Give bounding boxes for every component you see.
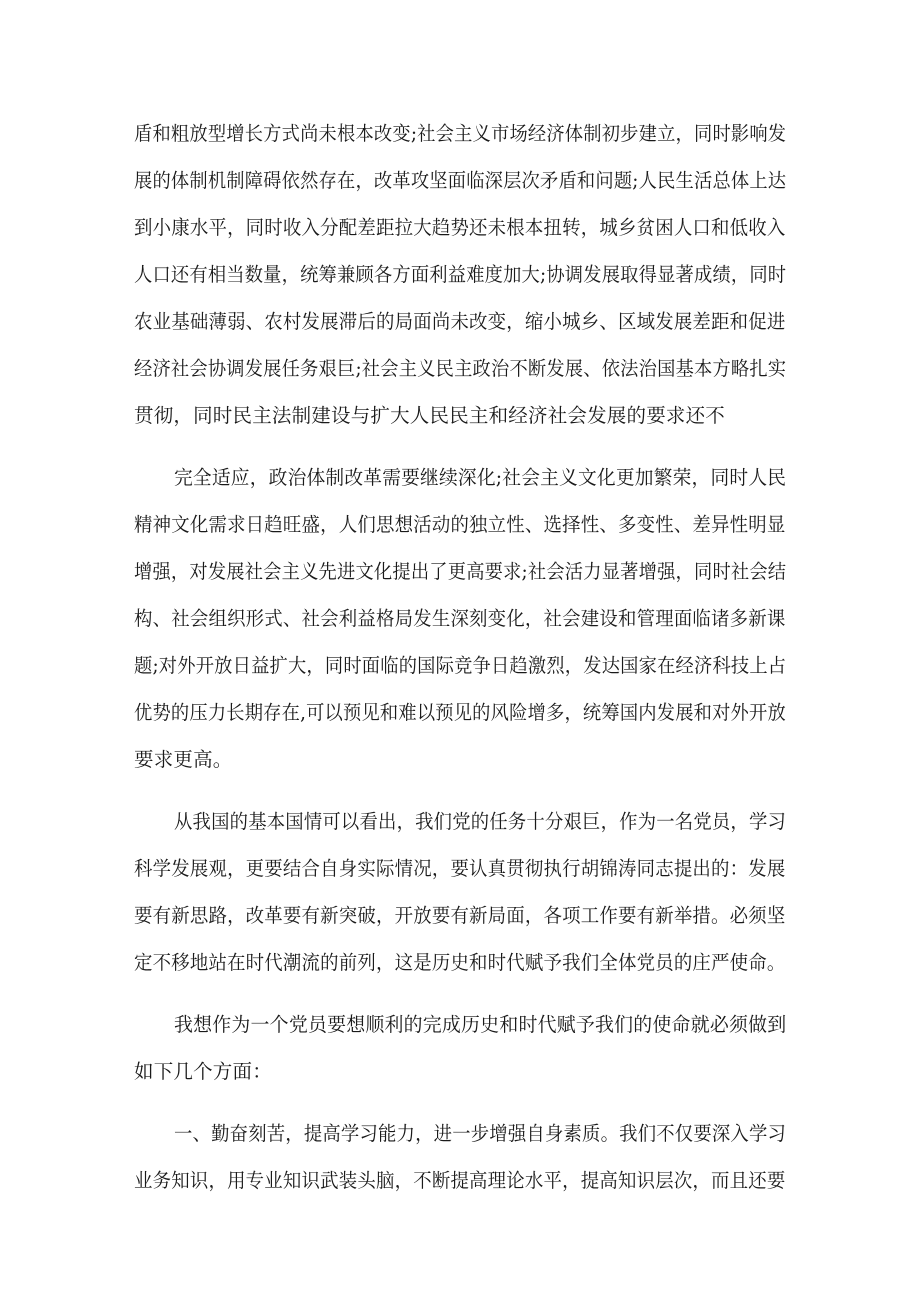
text-line: 定不移地站在时代潮流的前列，这是历史和时代赋予我们全体党员的庄严使命。 <box>134 951 786 974</box>
text-line: 人口还有相当数量，统筹兼顾各方面利益难度加大;协调发展取得显著成绩，同时 <box>134 263 787 286</box>
text-line: 业务知识，用专业知识武装头脑，不断提高理论水平，提高知识层次，而且还要 <box>134 1169 786 1192</box>
text-line: 从我国的基本国情可以看出，我们党的任务十分艰巨，作为一名党员，学习 <box>174 810 787 833</box>
text-line: 展的体制机制障碍依然存在，改革攻坚面临深层次矛盾和问题;人民生活总体上达 <box>134 169 787 192</box>
text-line: 要有新思路，改革要有新突破，开放要有新局面，各项工作要有新举措。必须坚 <box>134 904 786 927</box>
text-line: 增强，对发展社会主义先进文化提出了更高要求;社会活力显著增强，同时社会结 <box>134 560 787 583</box>
text-line: 如下几个方面： <box>134 1060 272 1083</box>
text-line: 完全适应，政治体制改革需要继续深化;社会主义文化更加繁荣，同时人民 <box>174 466 787 489</box>
text-line: 一、勤奋刻苦，提高学习能力，进一步增强自身素质。我们不仅要深入学习 <box>174 1122 787 1145</box>
text-line: 到小康水平，同时收入分配差距拉大趋势还未根本扭转，城乡贫困人口和低收入 <box>134 216 786 239</box>
text-line: 优势的压力长期存在,可以预见和难以预见的风险增多，统筹国内发展和对外开放 <box>134 701 786 724</box>
text-line: 贯彻，同时民主法制建设与扩大人民民主和经济社会发展的要求还不 <box>134 404 726 427</box>
text-line: 农业基础薄弱、农村发展滞后的局面尚未改变，缩小城乡、区域发展差距和促进 <box>134 310 786 333</box>
text-line: 题;对外开放日益扩大，同时面临的国际竞争日趋激烈，发达国家在经济科技上占 <box>134 654 787 677</box>
text-line: 科学发展观，更要结合自身实际情况，要认真贯彻执行胡锦涛同志提出的：发展 <box>134 857 786 880</box>
text-line: 精神文化需求日趋旺盛，人们思想活动的独立性、选择性、多变性、差异性明显 <box>134 513 786 536</box>
text-line: 要求更高。 <box>134 748 233 771</box>
text-line: 盾和粗放型增长方式尚未根本改变;社会主义市场经济体制初步建立，同时影响发 <box>134 122 787 145</box>
text-line: 构、社会组织形式、社会利益格局发生深刻变化，社会建设和管理面临诸多新课 <box>134 607 786 630</box>
text-line: 经济社会协调发展任务艰巨;社会主义民主政治不断发展、依法治国基本方略扎实 <box>134 357 787 380</box>
text-line: 我想作为一个党员要想顺利的完成历史和时代赋予我们的使命就必须做到 <box>174 1013 787 1036</box>
